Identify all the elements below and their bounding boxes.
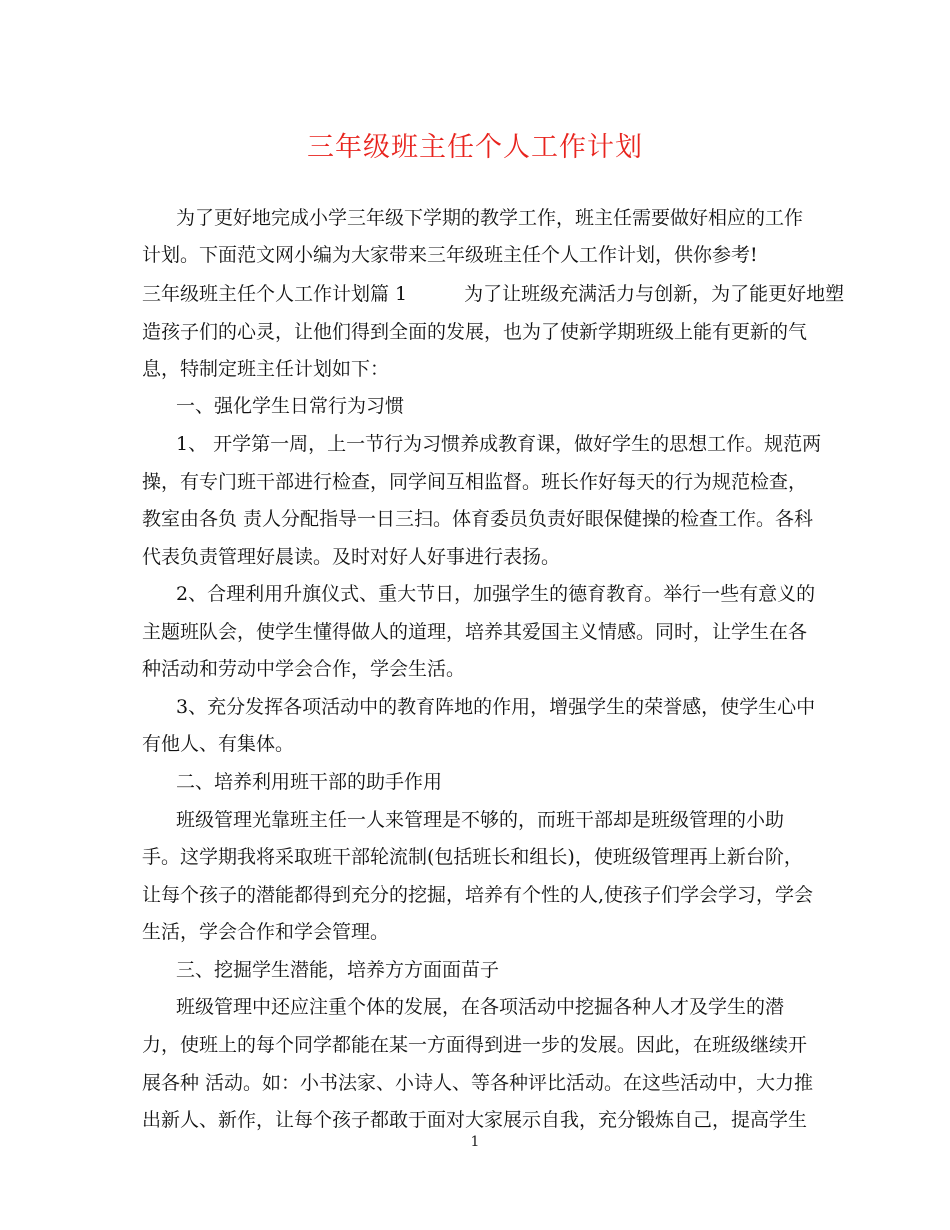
body-line: 种活动和劳动中学会合作，学会生活。 bbox=[142, 658, 466, 680]
body-line: 让每个孩子的潜能都得到充分的挖掘，培养有个性的人,使孩子们学会学习，学会 bbox=[142, 884, 814, 906]
body-line: 主题班队会，使学生懂得做人的道理，培养其爱国主义情感。同时，让学生在各 bbox=[142, 621, 808, 643]
body-line: 三年级班主任个人工作计划篇 1 为了让班级充满活力与创新，为了能更好地塑 bbox=[142, 283, 845, 305]
section-heading: 三、挖掘学生潜能，培养方方面面苗子 bbox=[176, 959, 500, 981]
section-heading: 一、强化学生日常行为习惯 bbox=[176, 395, 405, 417]
body-line: 教室由各负 责人分配指导一日三扫。体育委员负责好眼保健操的检查工作。各科 bbox=[142, 508, 814, 530]
body-line: 3、充分发挥各项活动中的教育阵地的作用，增强学生的荣誉感，使学生心中 bbox=[176, 696, 816, 718]
body-line: 出新人、新作，让每个孩子都敢于面对大家展示自我，充分锻炼自己，提高学生 bbox=[142, 1109, 808, 1131]
body-line: 代表负责管理好晨读。及时对好人好事进行表扬。 bbox=[142, 546, 561, 568]
document-title: 三年级班主任个人工作计划 bbox=[307, 132, 643, 163]
section-heading: 二、培养利用班干部的助手作用 bbox=[176, 771, 443, 793]
body-line: 力，使班上的每个同学都能在某一方面得到进一步的发展。因此，在班级继续开 bbox=[142, 1034, 808, 1056]
body-line: 操，有专门班干部进行检查，同学间互相监督。班长作好每天的行为规范检查， bbox=[142, 471, 808, 493]
body-line: 计划。下面范文网小编为大家带来三年级班主任个人工作计划，供你参考! bbox=[142, 244, 758, 266]
body-line: 展各种 活动。如：小书法家、小诗人、等各种评比活动。在这些活动中，大力推 bbox=[142, 1072, 814, 1094]
body-line: 造孩子们的心灵，让他们得到全面的发展，也为了使新学期班级上能有更新的气 bbox=[142, 321, 808, 343]
body-line: 1、 开学第一周，上一节行为习惯养成教育课，做好学生的思想工作。规范两 bbox=[176, 433, 822, 455]
body-line: 班级管理中还应注重个体的发展，在各项活动中挖掘各种人才及学生的潜 bbox=[176, 996, 785, 1018]
body-line: 息，特制定班主任计划如下： bbox=[142, 358, 390, 380]
body-line: 手。这学期我将采取班干部轮流制(包括班长和组长)，使班级管理再上新台阶， bbox=[142, 846, 803, 868]
body-line: 有他人、有集体。 bbox=[142, 733, 295, 755]
body-line: 生活，学会合作和学会管理。 bbox=[142, 921, 390, 943]
body-line: 为了更好地完成小学三年级下学期的教学工作，班主任需要做好相应的工作 bbox=[176, 207, 804, 229]
body-line: 班级管理光靠班主任一人来管理是不够的，而班干部却是班级管理的小助 bbox=[176, 809, 785, 831]
body-line: 2、合理利用升旗仪式、重大节日，加强学生的德育教育。举行一些有意义的 bbox=[176, 583, 816, 605]
page-number: 1 bbox=[470, 1134, 480, 1150]
